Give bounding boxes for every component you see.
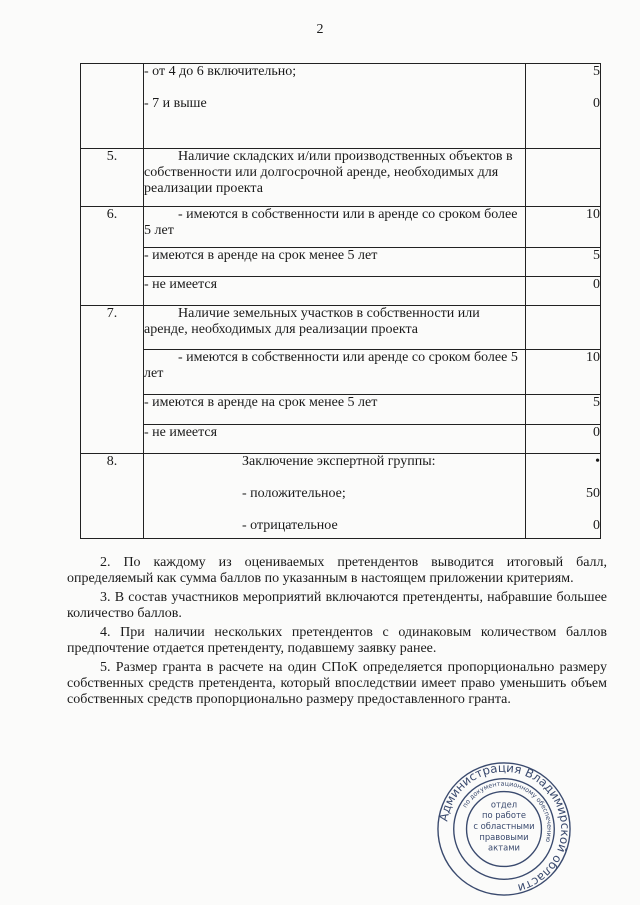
criterion-text: - имеются в собственности или аренде со сроком более 5 лет (144, 350, 526, 395)
criterion-option: - отрицательное (242, 518, 338, 533)
stamp-outer-text: Администрация Владимирской области (436, 760, 573, 896)
paragraph: 5. Размер гранта в расчете на один СПоК определяется пропорционально размеру собственных средств претендента, который впоследствии имеет право уменьшить объем собственных средств пропорционально размеру предоставленного гранта. (67, 660, 607, 707)
criterion-option: - 7 и выше (144, 96, 207, 111)
criterion-text: - имеются в аренде на срок менее 5 лет (144, 248, 526, 277)
svg-text:с областными: с областными (473, 821, 535, 831)
criterion-option: - от 4 до 6 включительно; (144, 64, 297, 79)
stamp-ring-text: по документационному обеспечению (460, 779, 554, 844)
criterion-score: 5 (526, 248, 601, 277)
criterion-text: - имеются в собственности или в аренде со сроком более 5 лет (144, 207, 526, 248)
criterion-text (144, 454, 526, 539)
criterion-option: - положительное; (242, 486, 346, 501)
criterion-number: 5. (81, 149, 144, 207)
table-row (81, 149, 601, 207)
svg-text:правовыми: правовыми (479, 831, 529, 842)
criterion-text: Наличие земельных участков в собственности или аренде, необходимых для реализации проекта (144, 306, 526, 350)
criterion-text (144, 64, 526, 149)
table-row (81, 207, 601, 248)
criterion-number (81, 64, 144, 149)
table-row (81, 248, 601, 277)
body-paragraphs (67, 555, 607, 711)
criterion-score (526, 306, 601, 350)
paragraph: 4. При наличии нескольких претендентов с одинаковым количеством баллов предпочтение отдается претенденту, подавшему заявку ранее. (67, 625, 607, 656)
criterion-score (526, 64, 601, 149)
criterion-number: 8. (81, 454, 144, 539)
paragraph: 2. По каждому из оцениваемых претендентов выводится итоговый балл, определяемый как сумма баллов по указанным в настоящем приложении критериям. (67, 555, 607, 586)
score-value: 50 (586, 486, 600, 501)
criterion-option: Заключение экспертной группы: (242, 454, 436, 469)
criterion-score (526, 149, 601, 207)
score-value: 0 (593, 518, 600, 533)
criterion-score: 5 (526, 395, 601, 425)
criterion-score: 0 (526, 277, 601, 306)
criterion-text: - имеются в аренде на срок менее 5 лет (144, 395, 526, 425)
paragraph: 3. В состав участников мероприятий включаются претенденты, набравшие большее количество баллов. (67, 590, 607, 621)
svg-text:актами: актами (488, 842, 520, 853)
stamp-center-text (473, 799, 534, 852)
criterion-text: Наличие складских и/или производственных объектов в собственности или долгосрочной аренде, необходимых для реализации проекта (144, 149, 526, 207)
criterion-number: 7. (81, 306, 144, 454)
criterion-score: 10 (526, 207, 601, 248)
table-row (81, 277, 601, 306)
criterion-number: 6. (81, 207, 144, 306)
table-row (81, 64, 601, 149)
score-value: 5 (593, 64, 600, 79)
official-stamp (435, 760, 573, 898)
table-row (81, 306, 601, 350)
criterion-score (526, 454, 601, 539)
score-value: 0 (593, 96, 600, 111)
criterion-score: 10 (526, 350, 601, 395)
svg-text:по работе: по работе (482, 810, 526, 821)
criterion-text: - не имеется (144, 277, 526, 306)
criterion-score: 0 (526, 425, 601, 454)
table-row (81, 425, 601, 454)
score-value: • (595, 454, 600, 469)
criterion-text: - не имеется (144, 425, 526, 454)
table-row (81, 350, 601, 395)
criteria-table (80, 63, 601, 539)
table-row (81, 395, 601, 425)
page-number: 2 (316, 22, 324, 37)
svg-text:отдел: отдел (490, 799, 518, 810)
table-row (81, 454, 601, 539)
